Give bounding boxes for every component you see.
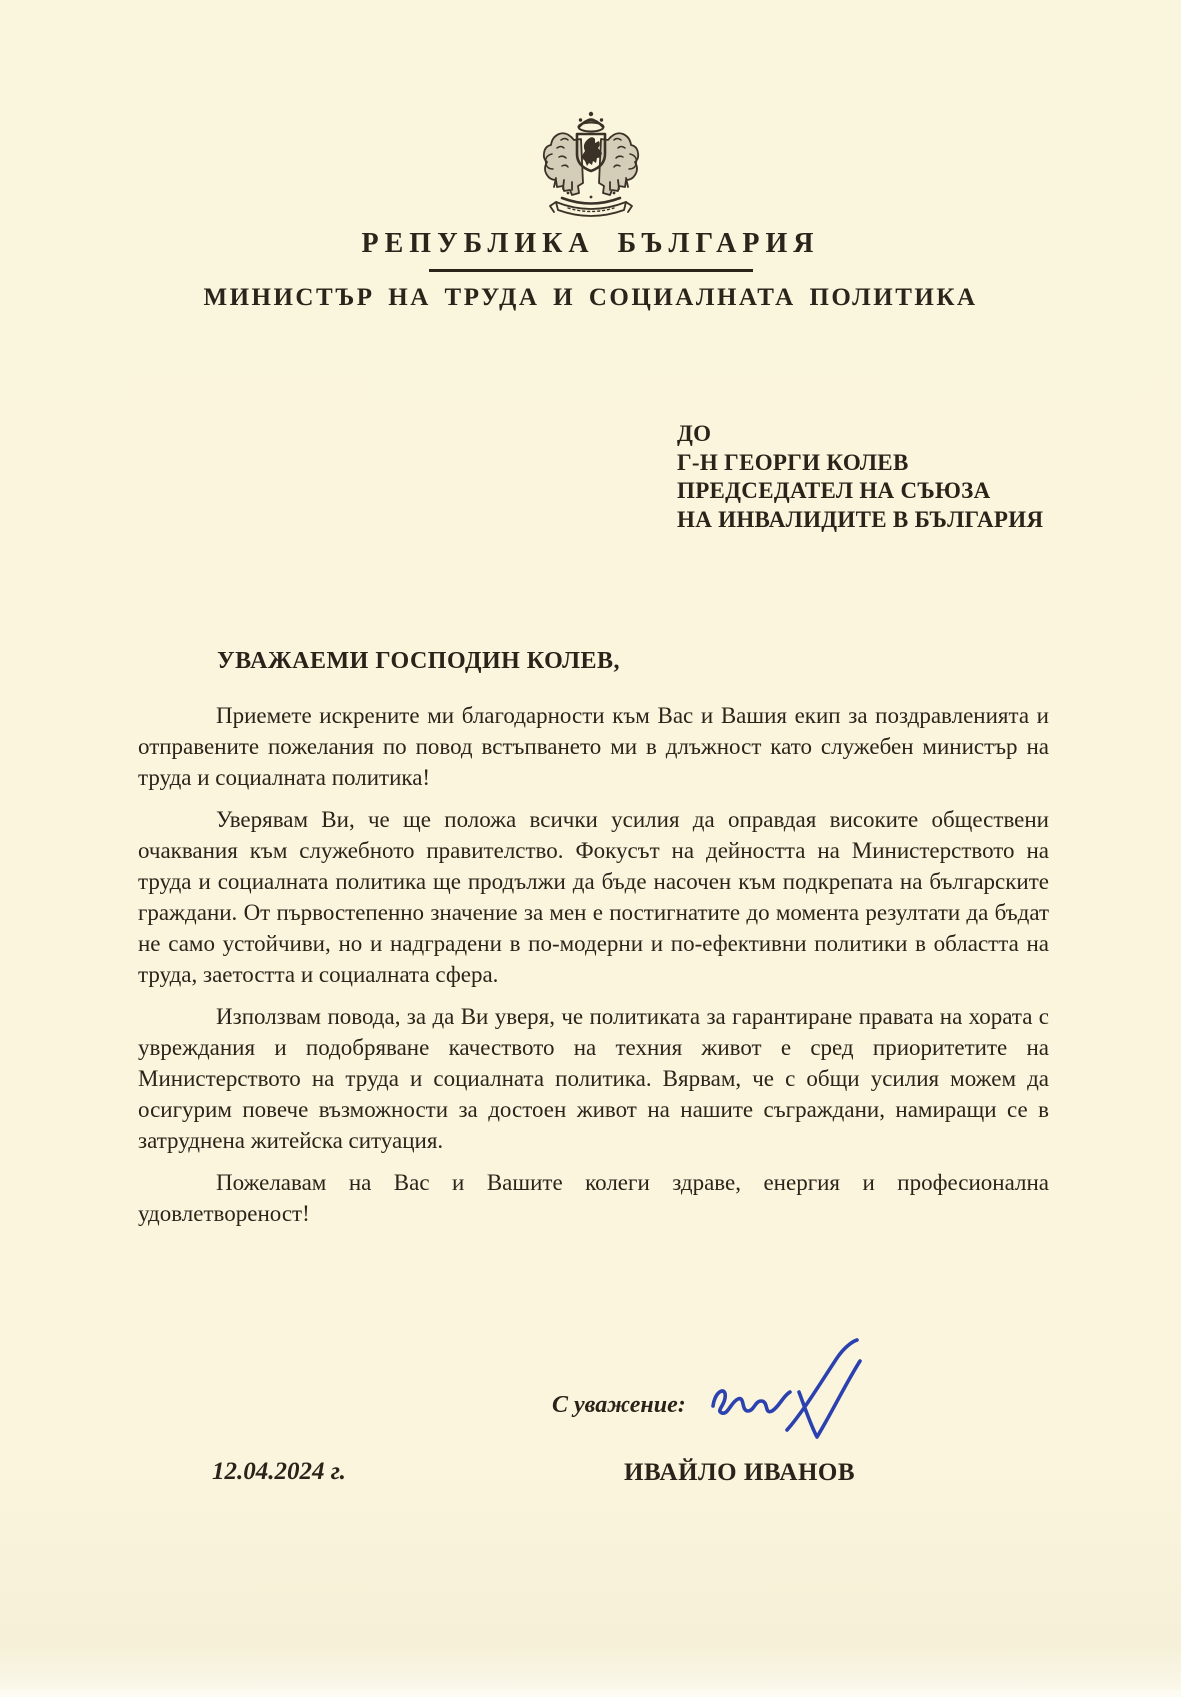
scan-edge-strip [0,1690,1181,1697]
heading-underline [429,269,753,272]
letter-body [138,700,1049,1240]
signer-name: ИВАЙЛО ИВАНОВ [624,1459,856,1486]
signature-handwriting-icon [703,1336,875,1448]
recipient-title-line2: НА ИНВАЛИДИТЕ В БЪЛГАРИЯ [677,506,1044,532]
recipient-title-line1: ПРЕДСЕДАТЕЛ НА СЪЮЗА [677,478,991,503]
body-paragraph-4: Пожелавам на Вас и Вашите колеги здраве, енергия и професионална удовлетвореност! [138,1170,1049,1226]
body-paragraph-3: Използвам повода, за да Ви уверя, че политиката за гарантиране правата на хората с увреждания и подобряване качеството на техния живот е сред приоритетите на Министерството на труда и социалната политика. Вярвам, че с общи усилия можем да осигурим повече възможности за достоен живот на нашите съграждани, намиращи се в затруднена житейска ситуация. [138,1004,1049,1153]
republic-heading: РЕПУБЛИКА БЪЛГАРИЯ [361,228,820,259]
recipient-block [677,420,1043,534]
closing-regards: С уважение: [552,1392,686,1418]
letter-date: 12.04.2024 г. [212,1458,346,1485]
bulgaria-coat-of-arms-icon [528,110,654,218]
body-paragraph-2: Уверявам Ви, че ще положа всички усилия да оправдая високите обществени очаквания към служебното правителство. Фокусът на дейността на Министерството на труда и социалната политика ще продължи да бъде насочен към подкрепата на българските граждани. От първостепенно значение за мен е постигнатите до момента резултати да бъдат не само устойчиви, но и надградени в по-модерни и по-ефективни политики в областта на труда, заетостта и социалната сфера. [138,807,1049,987]
recipient-name: Г-Н ГЕОРГИ КОЛЕВ [677,449,909,475]
recipient-to: ДО [677,421,712,446]
body-paragraph-1: Приемете искрените ми благодарности към Вас и Вашия екип за поздравленията и отправените пожелания по повод встъпването ми в длъжност като служебен министър на труда и социалната политика! [138,703,1049,790]
salutation: УВАЖАЕМИ ГОСПОДИН КОЛЕВ, [217,648,620,674]
minister-heading: МИНИСТЪР НА ТРУДА И СОЦИАЛНАТА ПОЛИТИКА [203,284,978,311]
